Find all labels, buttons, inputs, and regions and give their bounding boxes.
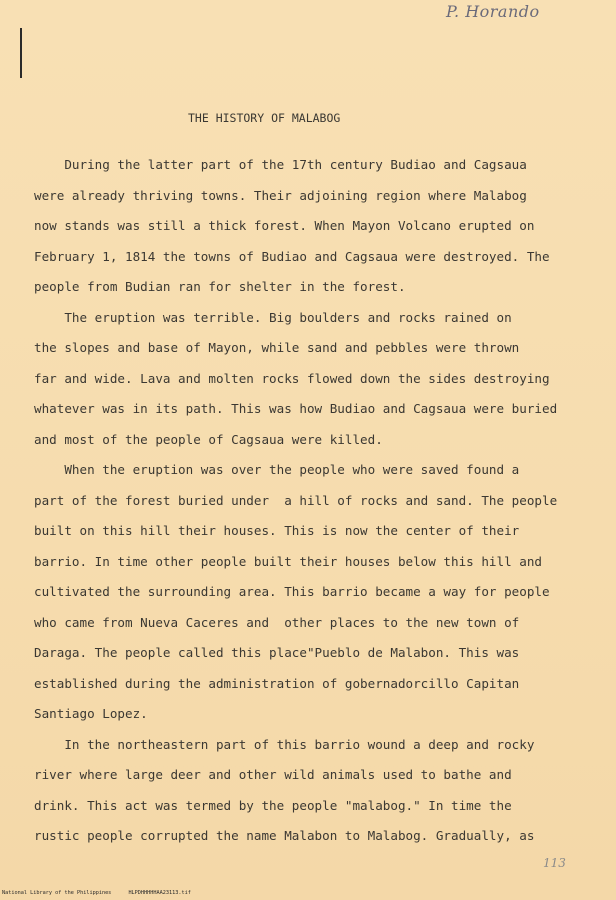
text-line: drink. This act was termed by the people "malabog." In time the — [34, 797, 512, 813]
document-body — [34, 150, 594, 852]
paragraph-4 — [34, 730, 594, 852]
text-line: established during the administration of gobernadorcillo Capitan — [34, 675, 520, 691]
text-line: During the latter part of the 17th century Budiao and Cagsaua — [34, 157, 527, 172]
text-line: river where large deer and other wild animals used to bathe and — [34, 767, 512, 782]
paragraph-1 — [34, 150, 594, 303]
footer-file-id: HLPDHHHHHAA23113.tif — [128, 890, 191, 896]
text-line: cultivated the surrounding area. This barrio became a way for people — [34, 584, 550, 599]
paragraph-2 — [34, 303, 594, 456]
text-line: The eruption was terrible. Big boulders and rocks rained on — [34, 309, 512, 325]
text-line: built on this hill their houses. This is now the center of their — [34, 523, 520, 538]
text-line: When the eruption was over the people who were saved found a — [34, 462, 520, 477]
text-line: and most of the people of Cagsaua were killed. — [34, 431, 383, 447]
paragraph-3 — [34, 455, 594, 730]
margin-mark — [20, 28, 22, 78]
footer-bar — [0, 886, 616, 900]
text-line: part of the forest buried under a hill of rocks and sand. The people — [34, 492, 558, 508]
text-line: Daraga. The people called this place"Pueblo de Malabon. This was — [34, 645, 520, 660]
footer-library: National Library of the Philippines — [2, 890, 112, 896]
text-line: people from Budian ran for shelter in the forest. — [34, 279, 406, 294]
text-line: the slopes and base of Mayon, while sand and pebbles were thrown — [34, 340, 520, 355]
text-line: now stands was still a thick forest. When Mayon Volcano erupted on — [34, 218, 535, 233]
text-line: Santiago Lopez. — [34, 706, 148, 721]
document-title: THE HISTORY OF MALABOG — [188, 111, 341, 125]
text-line: barrio. In time other people built their houses below this hill and — [34, 553, 542, 569]
text-line: who came from Nueva Caceres and other places to the new town of — [34, 614, 520, 630]
text-line: In the northeastern part of this barrio wound a deep and rocky — [34, 736, 535, 752]
text-line: whatever was in its path. This was how Budiao and Cagsaua were buried — [34, 401, 558, 416]
text-line: February 1, 1814 the towns of Budiao and Cagsaua were destroyed. The — [34, 248, 550, 264]
page-annotation: 113 — [543, 856, 566, 870]
handwritten-signature: P. Horando — [446, 2, 540, 21]
text-line: far and wide. Lava and molten rocks flowed down the sides destroying — [34, 370, 550, 386]
text-line: were already thriving towns. Their adjoining region where Malabog — [34, 187, 527, 203]
text-line: rustic people corrupted the name Malabon to Malabog. Gradually, as — [34, 828, 535, 843]
